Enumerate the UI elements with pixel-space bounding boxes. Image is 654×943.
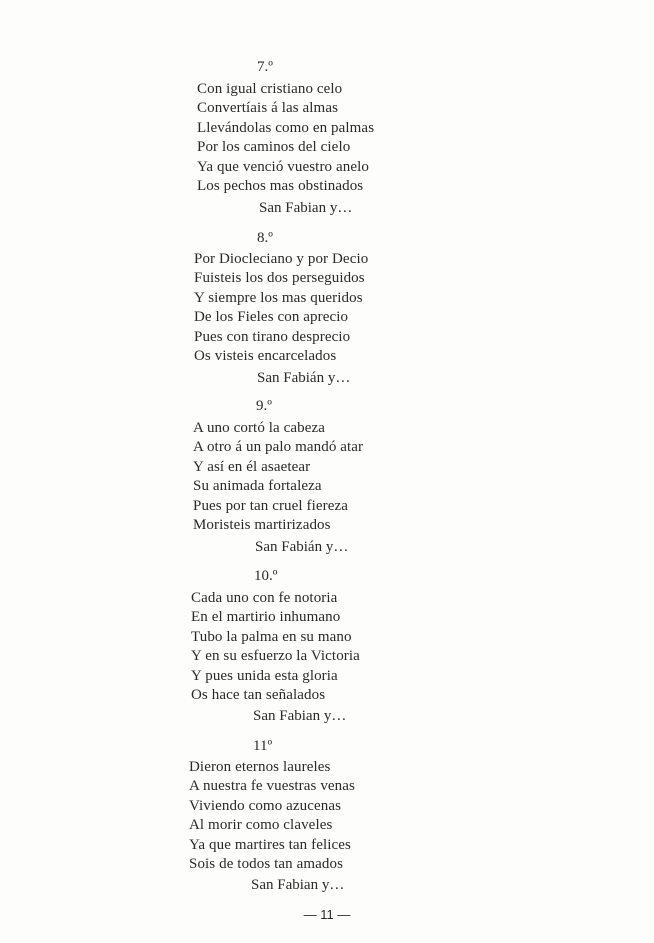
verse-line: Y pues unida esta gloria: [191, 667, 338, 684]
stanza-number: 9.º: [256, 398, 272, 414]
verse-line: Y siempre los mas queridos: [194, 289, 363, 306]
verse-line: Su animada fortaleza: [193, 478, 322, 495]
verse-line: En el martirio inhumano: [191, 609, 341, 626]
refrain-line: San Fabian y…: [259, 200, 353, 216]
stanza-number: 10.º: [254, 568, 278, 584]
verse-line: Llevándolas como en palmas: [197, 119, 375, 136]
verse-line: Tubo la palma en su mano: [191, 628, 352, 645]
refrain-line: San Fabián y…: [255, 539, 349, 555]
verse-line: A nuestra fe vuestras venas: [189, 778, 355, 795]
verse-line: Ya que venció vuestro anelo: [197, 158, 369, 175]
verse-line: Dieron eternos laureles: [189, 759, 331, 775]
verse-line: Ya que martires tan felices: [189, 836, 351, 853]
verse-line: Por los caminos del cielo: [197, 139, 351, 156]
refrain-line: San Fabián y…: [257, 370, 351, 386]
page-number: — 11 —: [303, 907, 351, 922]
stanza-number: 7.º: [257, 59, 273, 75]
verse-line: Al morir como claveles: [189, 817, 333, 834]
verse-line: Pues con tirano desprecio: [194, 328, 351, 345]
verse-line: Y en su esfuerzo la Victoria: [191, 648, 360, 665]
verse-line: A otro á un palo mandó atar: [193, 439, 364, 456]
verse-line: Los pechos mas obstinados: [197, 178, 364, 194]
verse-line: Moristeis martirizados: [193, 517, 331, 533]
verse-line: De los Fieles con aprecio: [194, 309, 349, 326]
verse-line: Fuisteis los dos perseguidos: [194, 270, 365, 287]
verse-line: Cada uno con fe notoria: [191, 590, 338, 606]
verse-line: Y así en él asaetear: [193, 458, 311, 475]
verse-line: Sois de todos tan amados: [189, 856, 344, 872]
verse-line: A uno cortó la cabeza: [193, 420, 326, 436]
stanza-number: 11º: [253, 738, 273, 754]
refrain-line: San Fabian y…: [251, 877, 345, 893]
verse-line: Por Diocleciano y por Decio: [194, 251, 369, 267]
verse-line: Os visteis encarcelados: [194, 348, 337, 364]
verse-line: Convertíais á las almas: [197, 100, 339, 117]
verse-line: Con igual cristiano celo: [197, 81, 343, 97]
verse-line: Os hace tan señalados: [191, 687, 326, 703]
verse-line: Viviendo como azucenas: [189, 797, 342, 814]
refrain-line: San Fabian y…: [253, 708, 347, 724]
verse-line: Pues por tan cruel fiereza: [193, 497, 349, 514]
stanza-number: 8.º: [257, 230, 273, 246]
